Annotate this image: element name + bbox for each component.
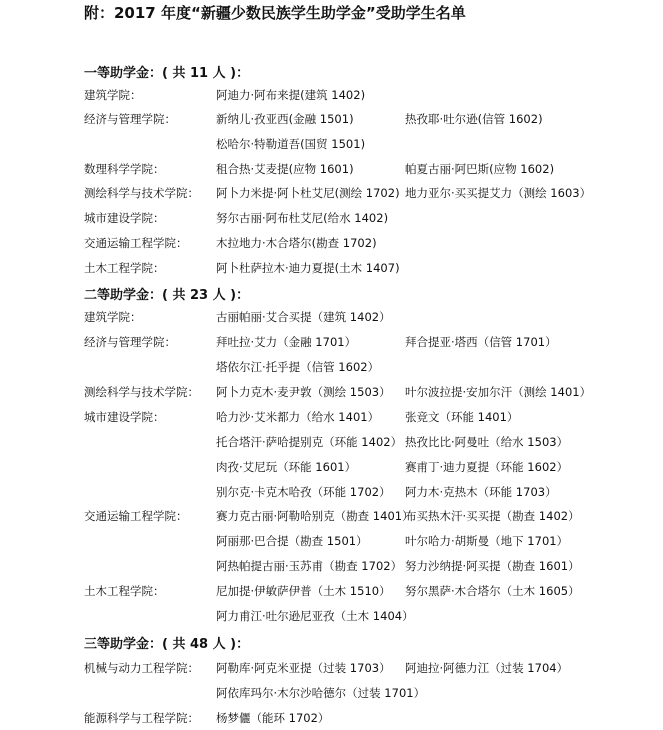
recipient-name: 阿丽那·巴合提（勘查 1501） <box>216 534 368 548</box>
recipient-name: 努尔黑萨·木合塔尔（土木 1605） <box>405 584 580 598</box>
school-name: 土木工程学院： <box>84 261 165 275</box>
recipient-name: 阿迪力·阿布来提(建筑 1402) <box>216 88 366 102</box>
recipient-name: 地力亚尔·买买提艾力（测绘 1603） <box>405 186 592 200</box>
school-name: 机械与动力工程学院： <box>84 661 199 675</box>
recipient-name: 阿力甫江·吐尔逊尼亚孜（土木 1404） <box>216 609 414 623</box>
recipient-name: 努力沙纳提·阿买提（勘查 1601） <box>405 559 580 573</box>
table-row <box>0 111 663 131</box>
school-name: 土木工程学院： <box>84 584 165 598</box>
school-name: 建筑学院： <box>84 88 142 102</box>
recipient-name: 热孜比比·阿曼吐（给水 1503） <box>405 435 569 449</box>
recipient-name: 木拉地力·木合塔尔(勘查 1702) <box>216 236 377 250</box>
recipient-name: 拜合提亚·塔西（信管 1701） <box>405 335 557 349</box>
recipient-name: 新纳儿·孜亚西(金融 1501) <box>216 112 354 126</box>
page-title: 附：2017 年度“新疆少数民族学生助学金”受助学生名单 <box>84 4 466 22</box>
recipient-name: 阿力木·克热木（环能 1703） <box>405 485 557 499</box>
recipient-name: 阿热帕提古丽·玉苏甫（勘查 1702） <box>216 559 403 573</box>
table-row <box>0 685 663 705</box>
table-row <box>0 710 663 730</box>
recipient-name: 努尔古丽·阿布杜艾尼(给水 1402) <box>216 211 389 225</box>
table-row <box>0 484 663 504</box>
recipient-name: 赛甫丁·迪力夏提（环能 1602） <box>405 460 569 474</box>
section-heading-third: 三等助学金：( 共 48 人 )： <box>84 637 250 652</box>
recipient-name: 杨梦儷（能环 1702） <box>216 711 330 725</box>
table-row <box>0 459 663 479</box>
school-name: 建筑学院： <box>84 310 142 324</box>
recipient-name: 阿依库玛尔·木尔沙哈德尔（过装 1701） <box>216 686 426 700</box>
recipient-name: 阿卜力米提·阿卜杜艾尼(测绘 1702) <box>216 186 400 200</box>
school-name: 经济与管理学院： <box>84 335 176 349</box>
recipient-name: 尼加提·伊敏萨伊普（土木 1510） <box>216 584 391 598</box>
recipient-name: 别尔克·卡克木哈孜（环能 1702） <box>216 485 391 499</box>
recipient-name: 张竞文（环能 1401） <box>405 410 519 424</box>
table-row <box>0 608 663 628</box>
table-row <box>0 309 663 329</box>
school-name: 测绘科学与技术学院： <box>84 186 199 200</box>
table-row <box>0 185 663 205</box>
recipient-name: 布买热木汗·买买提（勘查 1402） <box>405 509 580 523</box>
recipient-name: 塔依尔江·托乎提（信管 1602） <box>216 360 380 374</box>
section-heading-first: 一等助学金：( 共 11 人 )： <box>84 66 250 81</box>
recipient-name: 阿勒库·阿克米亚提（过装 1703） <box>216 661 391 675</box>
table-row <box>0 583 663 603</box>
section-heading-second: 二等助学金：( 共 23 人 )： <box>84 288 250 303</box>
table-row <box>0 409 663 429</box>
recipient-name: 托合塔汗·萨哈提别克（环能 1402） <box>216 435 403 449</box>
school-name: 数理科学学院： <box>84 162 165 176</box>
recipient-name: 阿迪拉·阿德力江（过装 1704） <box>405 661 569 675</box>
table-row <box>0 558 663 578</box>
school-name: 交通运输工程学院： <box>84 509 188 523</box>
school-name: 经济与管理学院： <box>84 112 176 126</box>
table-row <box>0 87 663 107</box>
recipient-name: 赛力克古丽·阿勒哈别克（勘查 1401） <box>216 509 414 523</box>
table-row <box>0 260 663 280</box>
table-row <box>0 660 663 680</box>
recipient-name: 肉孜·艾尼玩（环能 1601） <box>216 460 357 474</box>
recipient-name: 松哈尔·特勒道吾(国贸 1501) <box>216 137 366 151</box>
table-row <box>0 384 663 404</box>
table-row <box>0 359 663 379</box>
school-name: 测绘科学与技术学院： <box>84 385 199 399</box>
school-name: 能源科学与工程学院： <box>84 711 199 725</box>
recipient-name: 古丽帕丽·艾合买提（建筑 1402） <box>216 310 391 324</box>
recipient-name: 租合热·艾麦提(应物 1601) <box>216 162 354 176</box>
table-row <box>0 136 663 156</box>
school-name: 城市建设学院： <box>84 410 165 424</box>
school-name: 交通运输工程学院： <box>84 236 188 250</box>
table-row <box>0 235 663 255</box>
recipient-name: 阿卜杜萨拉木·迪力夏提(土木 1407) <box>216 261 400 275</box>
recipient-name: 热孜耶·吐尔逊(信管 1602) <box>405 112 543 126</box>
recipient-name: 阿卜力克木·麦尹敦（测绘 1503） <box>216 385 391 399</box>
table-row <box>0 334 663 354</box>
table-row <box>0 434 663 454</box>
recipient-name: 帕夏古丽·阿巴斯(应物 1602) <box>405 162 555 176</box>
table-row <box>0 210 663 230</box>
school-name: 城市建设学院： <box>84 211 165 225</box>
table-row <box>0 533 663 553</box>
table-row <box>0 161 663 181</box>
recipient-name: 拜吐拉·艾力（金融 1701） <box>216 335 357 349</box>
recipient-name: 叶尔波拉提·安加尔汗（测绘 1401） <box>405 385 592 399</box>
recipient-name: 叶尔哈力·胡斯曼（地下 1701） <box>405 534 569 548</box>
recipient-name: 哈力沙·艾米都力（给水 1401） <box>216 410 380 424</box>
table-row <box>0 508 663 528</box>
